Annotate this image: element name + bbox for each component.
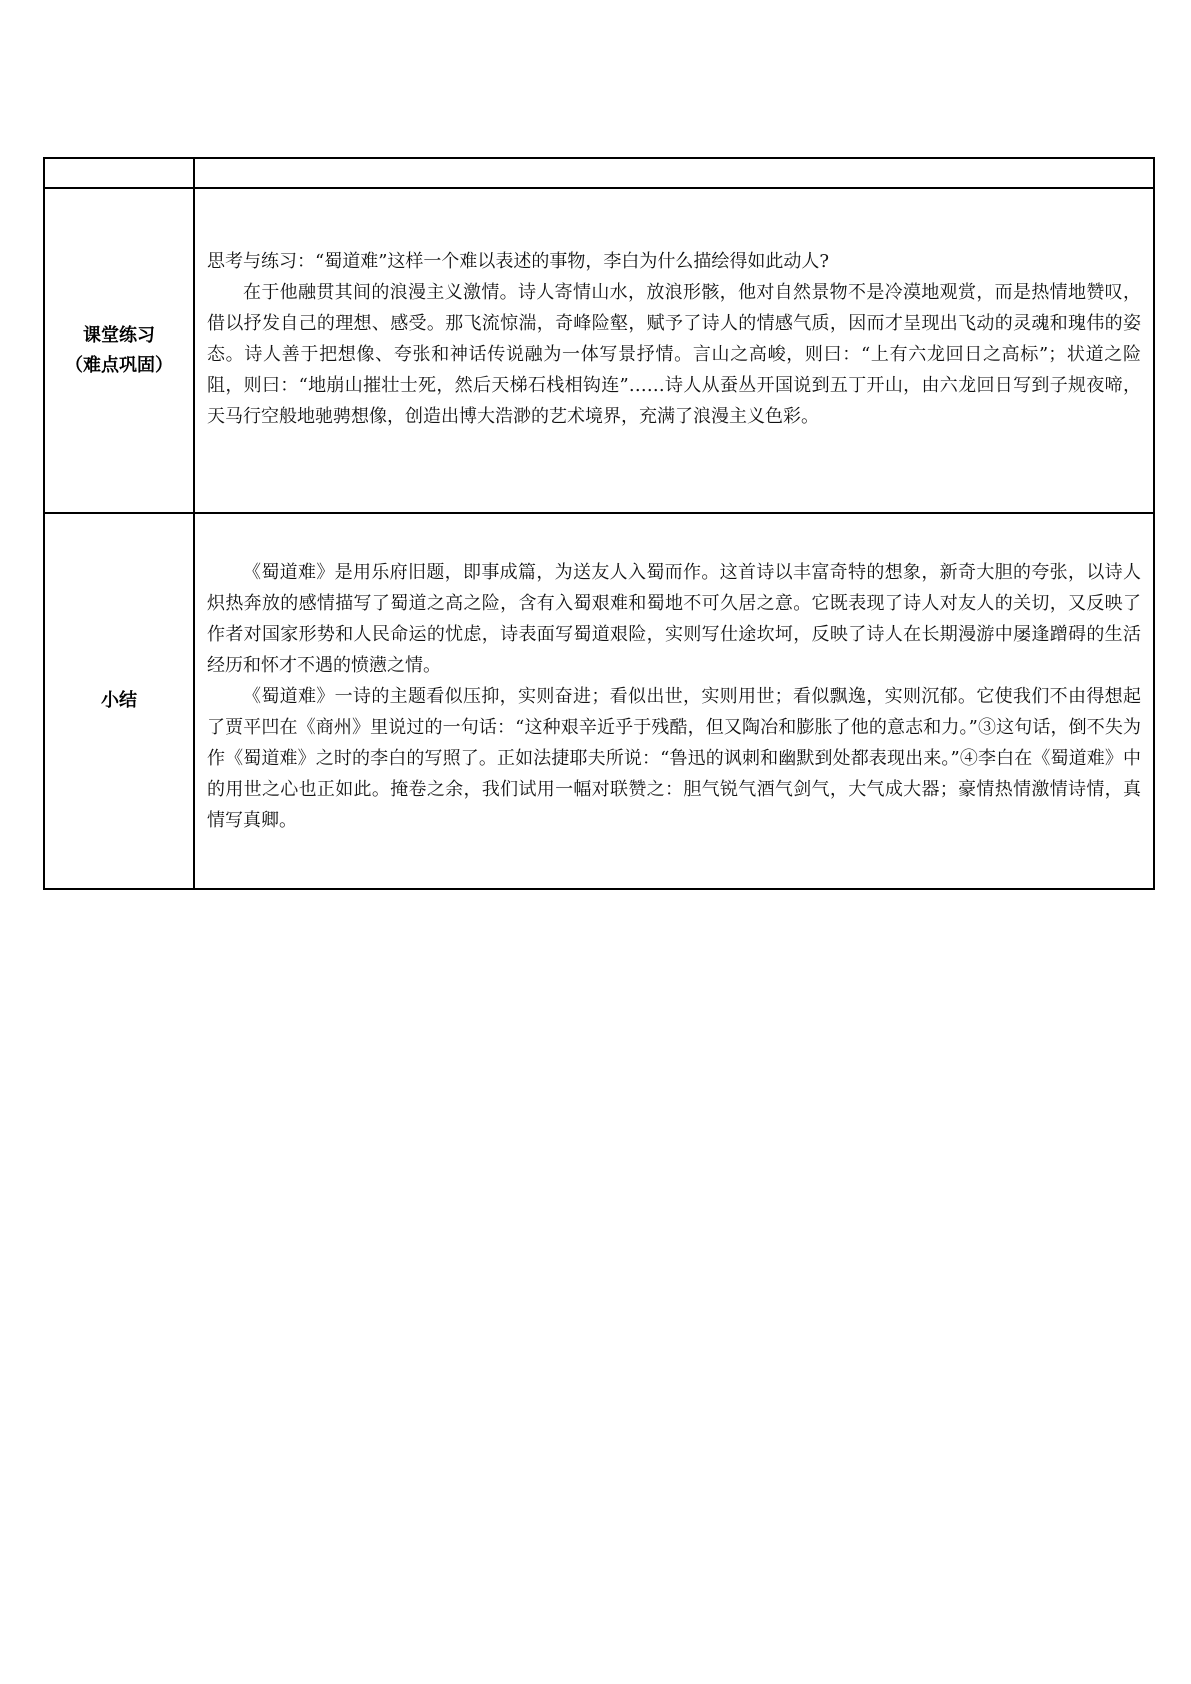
summary-paragraph-2: 《蜀道难》一诗的主题看似压抑，实则奋进；看似出世，实则用世；看似飘逸，实则沉郁。它使我们不由得想起了贾平凹在《商州》里说过的一句话：“这种艰辛近乎于残酷，但又陶冶和膨胀了他的意志和力。”③这句话，倒不失为作《蜀道难》之时的李白的写照了。正如法捷耶夫所说：“鲁迅的讽刺和幽默到处都表现出来。”④李白在《蜀道难》中的用世之心也正如此。掩卷之余，我们试用一幅对联赞之：胆气锐气酒气剑气，大气成大器；豪情热情激情诗情，真情写真卿。 — [207, 685, 1141, 831]
summary-label-cell — [44, 513, 194, 889]
practice-label-subtitle: （难点巩固） — [65, 354, 173, 376]
practice-answer: 在于他融贯其间的浪漫主义激情。诗人寄情山水，放浪形骸，他对自然景物不是冷漠地观赏，而是热情地赞叹，借以抒发自己的理想、感受。那飞流惊湍，奇峰险壑，赋予了诗人的情感气质，因而才呈现出飞动的灵魂和瑰伟的姿态。诗人善于把想像、夸张和神话传说融为一体写景抒情。言山之高峻，则曰：“上有六龙回日之高标”；状道之险阻，则曰：“地崩山摧壮士死，然后天梯石栈相钩连”……诗人从蚕丛开国说到五丁开山，由六龙回日写到子规夜啼，天马行空般地驰骋想像，创造出博大浩渺的艺术境界，充满了浪漫主义色彩。 — [207, 281, 1141, 427]
table-row-empty — [44, 158, 1154, 188]
table-row-practice — [44, 188, 1154, 513]
practice-content-cell — [194, 188, 1154, 513]
summary-paragraph-1: 《蜀道难》是用乐府旧题，即事成篇，为送友人入蜀而作。这首诗以丰富奇特的想象，新奇大胆的夸张，以诗人炽热奔放的感情描写了蜀道之高之险，含有入蜀艰难和蜀地不可久居之意。它既表现了诗人对友人的关切，又反映了作者对国家形势和人民命运的忧虑，诗表面写蜀道艰险，实则写仕途坎坷，反映了诗人在长期漫游中屡逢蹭碍的生活经历和怀才不遇的愤懑之情。 — [207, 561, 1141, 676]
practice-question: 思考与练习：“蜀道难”这样一个难以表述的事物，李白为什么描绘得如此动人? — [207, 250, 830, 272]
practice-label-cell — [44, 188, 194, 513]
empty-label-cell — [44, 158, 194, 188]
lesson-plan-table — [43, 157, 1155, 890]
empty-content-cell — [194, 158, 1154, 188]
summary-label: 小结 — [101, 690, 137, 711]
summary-content-cell — [194, 513, 1154, 889]
practice-label-title: 课堂练习 — [83, 324, 155, 346]
table-row-summary — [44, 513, 1154, 889]
